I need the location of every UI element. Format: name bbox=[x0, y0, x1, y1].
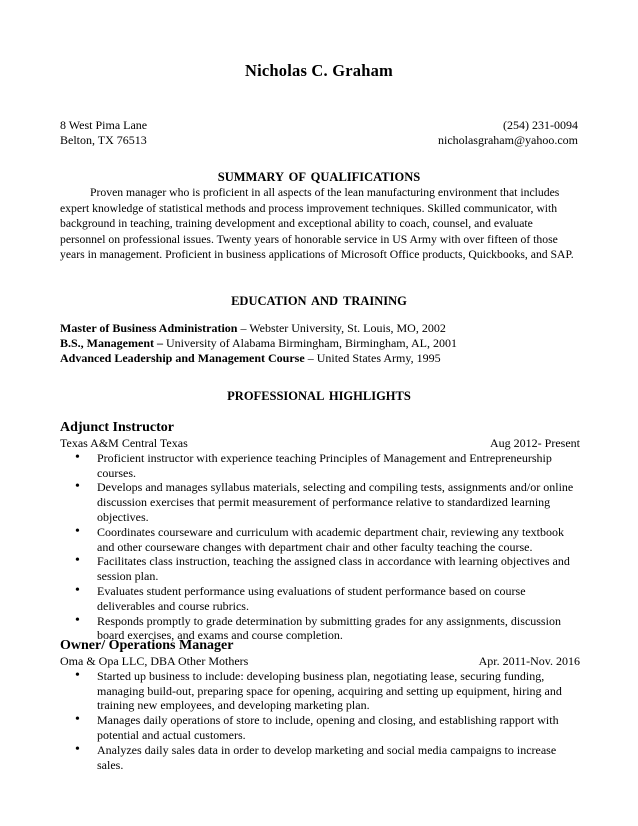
job-bullet: • Develops and manages syllabus materials, selecting and compiling tests, assignments and/or online discussion exercises that permit measurement of performance relative to standardized learning objectives. bbox=[97, 480, 580, 524]
job-dates: Apr. 2011-Nov. 2016 bbox=[478, 654, 580, 668]
summary-paragraph: Proven manager who is proficient in all aspects of the lean manufacturing environment that includes expert knowledge of statistical methods and process improvement techniques. Skilled communicator, with background in teaching, training development and exceptional ability to coach, counsel, and evaluate personnel on professional issues. Twenty years of honorable service in US Army with over fifteen of those years in management. Proficient in business applications of Microsoft Office products, Quickbooks, and SAP. bbox=[60, 186, 574, 261]
phone-number: (254) 231-0094 bbox=[503, 118, 578, 132]
education-item bbox=[60, 351, 580, 366]
job-dates: Aug 2012- Present bbox=[490, 436, 580, 450]
education-degree: B.S., Management – bbox=[60, 336, 163, 350]
job-meta bbox=[60, 436, 580, 451]
education-heading: EDUCATION AND TRAINING bbox=[231, 294, 407, 308]
job-bullet: • Manages daily operations of store to include, opening and closing, and establishing rapport with potential and actual customers. bbox=[97, 713, 580, 743]
job-title: Owner/ Operations Manager bbox=[60, 638, 234, 653]
contact-block bbox=[60, 118, 578, 148]
job-bullet: • Proficient instructor with experience teaching Principles of Management and Entrepreneurship courses. bbox=[97, 451, 580, 481]
job-bullet: • Evaluates student performance using evaluations of student performance based on course deliverables and course rubrics. bbox=[97, 584, 580, 614]
job-title: Adjunct Instructor bbox=[60, 420, 174, 435]
education-list bbox=[60, 321, 580, 366]
job-entry bbox=[60, 637, 580, 772]
job-bullet: • Responds promptly to grade determination by submitting grades for any assignments, discussion board exercises, and exams and course completion. bbox=[97, 614, 580, 644]
job-bullet: • Started up business to include: developing business plan, negotiating lease, securing funding, managing build-out, preparing space for opening, acquiring and setting up equipment, hiring and training new employees, and developing marketing plan. bbox=[97, 669, 580, 713]
job-meta bbox=[60, 654, 580, 669]
job-bullet: • Facilitates class instruction, teaching the assigned class in accordance with learning objectives and session plan. bbox=[97, 554, 580, 584]
job-bullet-list bbox=[60, 451, 580, 643]
job-organization: Texas A&M Central Texas bbox=[60, 436, 188, 450]
education-item bbox=[60, 336, 580, 351]
job-entry bbox=[60, 419, 580, 643]
highlights-heading: PROFESSIONAL HIGHLIGHTS bbox=[227, 389, 411, 403]
candidate-name: Nicholas C. Graham bbox=[245, 61, 393, 80]
summary-heading: SUMMARY OF QUALIFICATIONS bbox=[217, 170, 421, 184]
address-line-1: 8 West Pima Lane bbox=[60, 118, 148, 132]
education-degree: Advanced Leadership and Management Course bbox=[60, 351, 305, 365]
job-bullet: • Analyzes daily sales data in order to develop marketing and social media campaigns to increase sales. bbox=[97, 743, 580, 773]
education-detail: – Webster University, St. Louis, MO, 2002 bbox=[237, 321, 446, 335]
address-line-2: Belton, TX 76513 bbox=[60, 133, 147, 147]
education-detail: University of Alabama Birmingham, Birmingham, AL, 2001 bbox=[163, 336, 457, 350]
job-organization: Oma & Opa LLC, DBA Other Mothers bbox=[60, 654, 249, 668]
job-bullet-list bbox=[60, 669, 580, 773]
email-address: nicholasgraham@yahoo.com bbox=[437, 133, 578, 147]
education-item bbox=[60, 321, 580, 336]
education-degree: Master of Business Administration bbox=[60, 321, 238, 335]
education-detail: – United States Army, 1995 bbox=[304, 351, 441, 365]
job-bullet: • Coordinates courseware and curriculum with academic department chair, reviewing any textbook and other courseware changes with department chair and other faculty teaching the course. bbox=[97, 525, 580, 555]
